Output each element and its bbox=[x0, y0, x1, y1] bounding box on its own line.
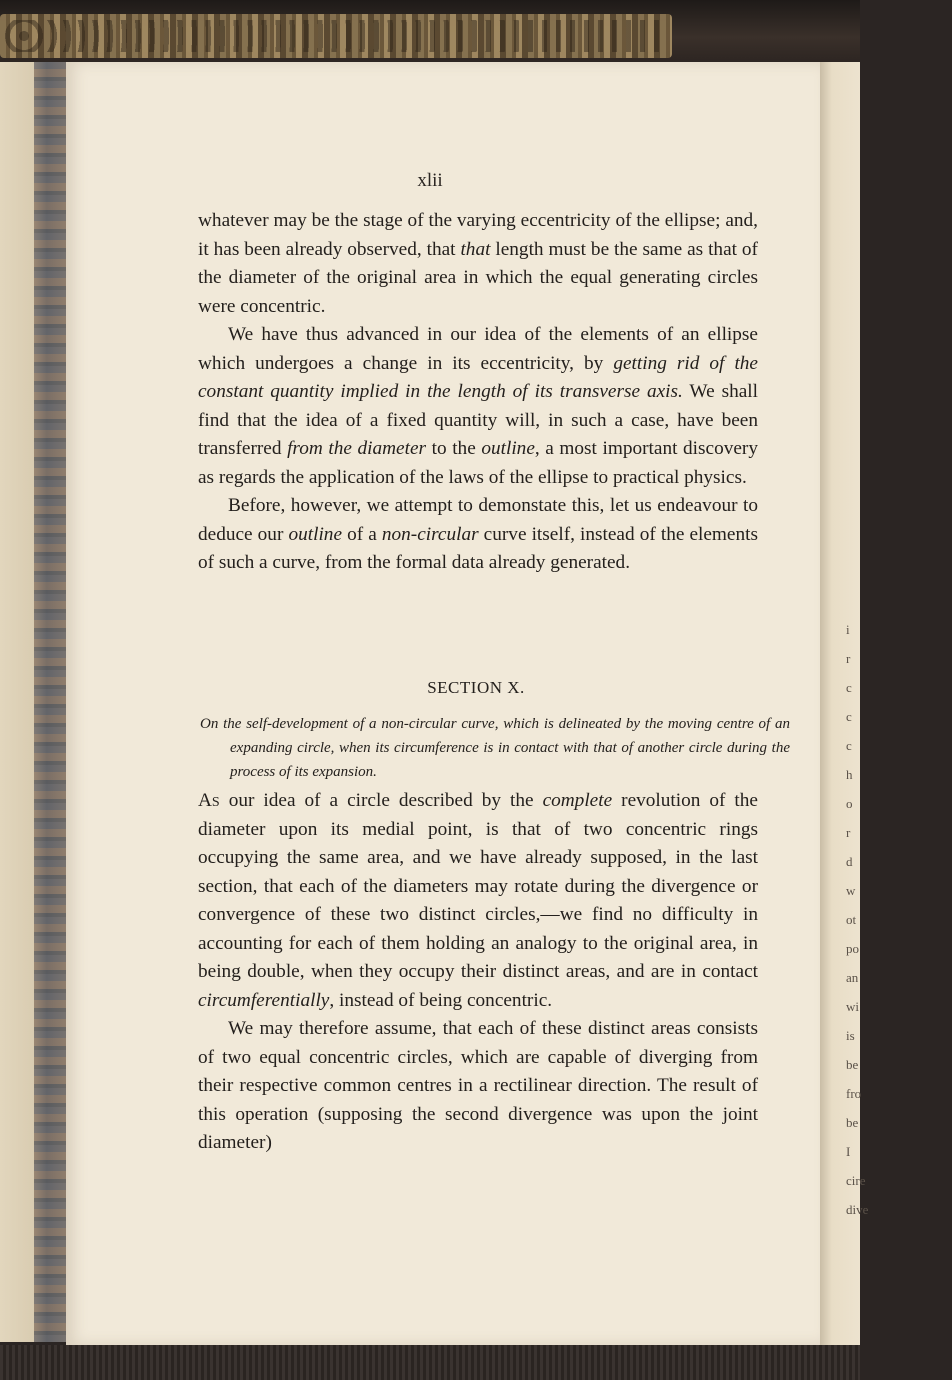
facing-page-fragment: c bbox=[846, 738, 852, 753]
facing-page-fragment: ot bbox=[846, 912, 857, 927]
book-cover-bottom bbox=[0, 1345, 860, 1380]
paragraph: Before, however, we attempt to demonstate this, let us endeavour to deduce our outline of a non-circular curve itself, instead of the elements of such a curve, from the formal data already generated. bbox=[198, 495, 758, 573]
facing-page-fragment: i bbox=[846, 622, 850, 637]
facing-page-fragment: h bbox=[846, 767, 853, 782]
facing-page-fragment: r bbox=[846, 825, 851, 840]
facing-page-text bbox=[846, 615, 869, 1224]
previous-page-edge bbox=[0, 62, 34, 1342]
facing-page-fragment: fro bbox=[846, 1086, 862, 1101]
paragraph: We may therefore assume, that each of these distinct areas consists of two equal concentric circles, which are capable of diverging from their respective common centres in a rectilinear direction. The result of this operation (supposing the second divergence was upon the joint diameter) bbox=[198, 1018, 758, 1153]
facing-page-fragment: be bbox=[846, 1115, 859, 1130]
facing-page-fragment: d bbox=[846, 854, 853, 869]
facing-page-fragment: c bbox=[846, 709, 852, 724]
paragraph: whatever may be the stage of the varying eccentricity of the ellipse; and, it has been already observed, that that length must be the same as that of the diameter of the original area in which the equal generating circles were concentric. bbox=[198, 210, 758, 317]
opening-text-block bbox=[198, 207, 758, 578]
gilt-ornament-band bbox=[0, 14, 672, 58]
facing-page-fragment: is bbox=[846, 1028, 855, 1043]
paragraph: As our idea of a circle described by the complete revolution of the diameter upon its medial point, is that of two concentric rings occupying the same area, and we have already supposed, in the last section, that each of the diameters may rotate during the divergence or convergence of these two distinct circles,—we find no difficulty in accounting for each of them holding an analogy to the original area, in being double, when they occupy their distinct areas, and are in contact circumferentially, instead of being concentric. bbox=[198, 790, 758, 1011]
facing-page-fragment: I bbox=[846, 1144, 851, 1159]
facing-page-fragment: dive bbox=[846, 1202, 869, 1217]
facing-page-fragment: wi bbox=[846, 999, 859, 1014]
facing-page-fragment: po bbox=[846, 941, 859, 956]
facing-page-fragment: c bbox=[846, 680, 852, 695]
section-heading: SECTION X. bbox=[427, 678, 525, 697]
facing-page-fragment: be bbox=[846, 1057, 859, 1072]
facing-page-fragment: an bbox=[846, 970, 859, 985]
facing-page-fragment: r bbox=[846, 651, 851, 666]
page-number: xlii bbox=[417, 170, 443, 191]
paragraph: We have thus advanced in our idea of the elements of an ellipse which undergoes a change in its eccentricity, by getting rid of the constant quantity implied in the length of its transverse axis. We shall find that the idea of a fixed quantity will, in such a case, have been transferred from the diameter to the outline, a most important discovery as regards the application of the laws of the ellipse to practical physics. bbox=[198, 324, 758, 488]
facing-page-fragment: cire bbox=[846, 1173, 866, 1188]
section-subtitle: On the self-development of a non-circular curve, which is delineated by the moving centre of an expanding circle, when its circumference is in contact with that of another circle during the process of its expansion. bbox=[200, 716, 790, 780]
facing-page-fragment: w bbox=[846, 883, 856, 898]
marbled-page-edges bbox=[34, 62, 66, 1342]
facing-page-fragment: o bbox=[846, 796, 853, 811]
section-text-block bbox=[198, 787, 758, 1158]
